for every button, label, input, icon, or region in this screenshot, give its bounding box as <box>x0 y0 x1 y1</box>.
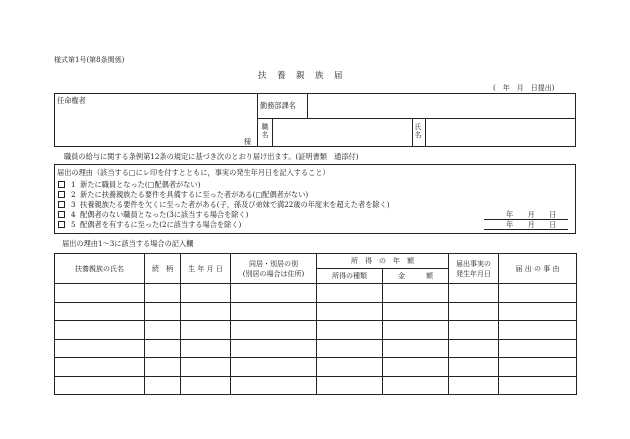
table-row <box>55 284 577 303</box>
reason-4-checkbox[interactable] <box>58 211 65 218</box>
reason-item: 5 配偶者を有するに至った(2に該当する場合を除く) <box>58 221 241 228</box>
reason-3-checkbox[interactable] <box>58 201 65 208</box>
col-relation-header: 続 柄 <box>145 254 181 284</box>
reason-2-checkbox[interactable] <box>58 191 65 198</box>
form-number: 様式第1号(第8条関係) <box>54 56 125 64</box>
table-row <box>55 302 577 321</box>
col-reason-header: 届 出 の 事 由 <box>499 254 577 284</box>
honorific-sama: 様 <box>244 137 252 146</box>
table-row <box>55 321 577 340</box>
dependents-table <box>54 253 577 395</box>
dept-label: 勤務部課名 <box>260 101 296 110</box>
col-birth-header: 生 年 月 日 <box>181 254 231 284</box>
reason-1-checkbox[interactable] <box>58 181 65 188</box>
reason-4-date[interactable]: 年 月 日 <box>506 210 557 219</box>
name-label: 氏 名 <box>414 123 422 139</box>
form-title: 扶 養 親 族 届 <box>258 71 344 81</box>
reason-item: 1 新たに職員となった(□配偶者がない) <box>58 181 200 188</box>
table-row <box>55 376 577 395</box>
reason-item: 3 扶養親族たる要件を欠くに至った者がある(子，孫及び弟妹で満22歳の年度末を超えた者を除く) <box>58 201 390 208</box>
applicant-box <box>54 93 576 147</box>
col-name-header: 扶養親族の氏名 <box>55 254 145 284</box>
col-income-amount-header: 金 額 <box>383 269 449 284</box>
col-residence-header: 同居・別居の別 (別居の場合は住所) <box>231 254 317 284</box>
table-row <box>55 339 577 358</box>
reason-5-checkbox[interactable] <box>58 221 65 228</box>
table-row <box>55 358 577 377</box>
reason-5-date[interactable]: 年 月 日 <box>506 220 557 229</box>
intro-text: 職員の給与に関する条例第12条の規定に基づき次のとおり届け出ます。(証明書類 通添付) <box>64 152 359 161</box>
position-label: 職 名 <box>261 123 269 139</box>
table-header-row <box>55 254 577 269</box>
reason-item: 2 新たに扶養親族たる要件を具備するに至った者がある(□配偶者がない) <box>58 191 308 198</box>
submit-date: ( 年 月 日提出) <box>493 84 555 92</box>
appointer-label: 任命権者 <box>57 96 86 105</box>
reason-item: 4 配偶者のない職員となった(3に該当する場合を除く) <box>58 211 248 218</box>
reasons-heading: 届出の理由（該当する□にレ印を付すとともに，事実の発生年月日を記入すること） <box>57 168 330 177</box>
table-caption: 届出の理由1～3に該当する場合の記入欄 <box>62 239 194 248</box>
col-event-date-header: 届出事実の 発生年月日 <box>449 254 499 284</box>
col-income-type-header: 所得の種類 <box>317 269 383 284</box>
col-income-header: 所 得 の 年 額 <box>317 254 449 269</box>
